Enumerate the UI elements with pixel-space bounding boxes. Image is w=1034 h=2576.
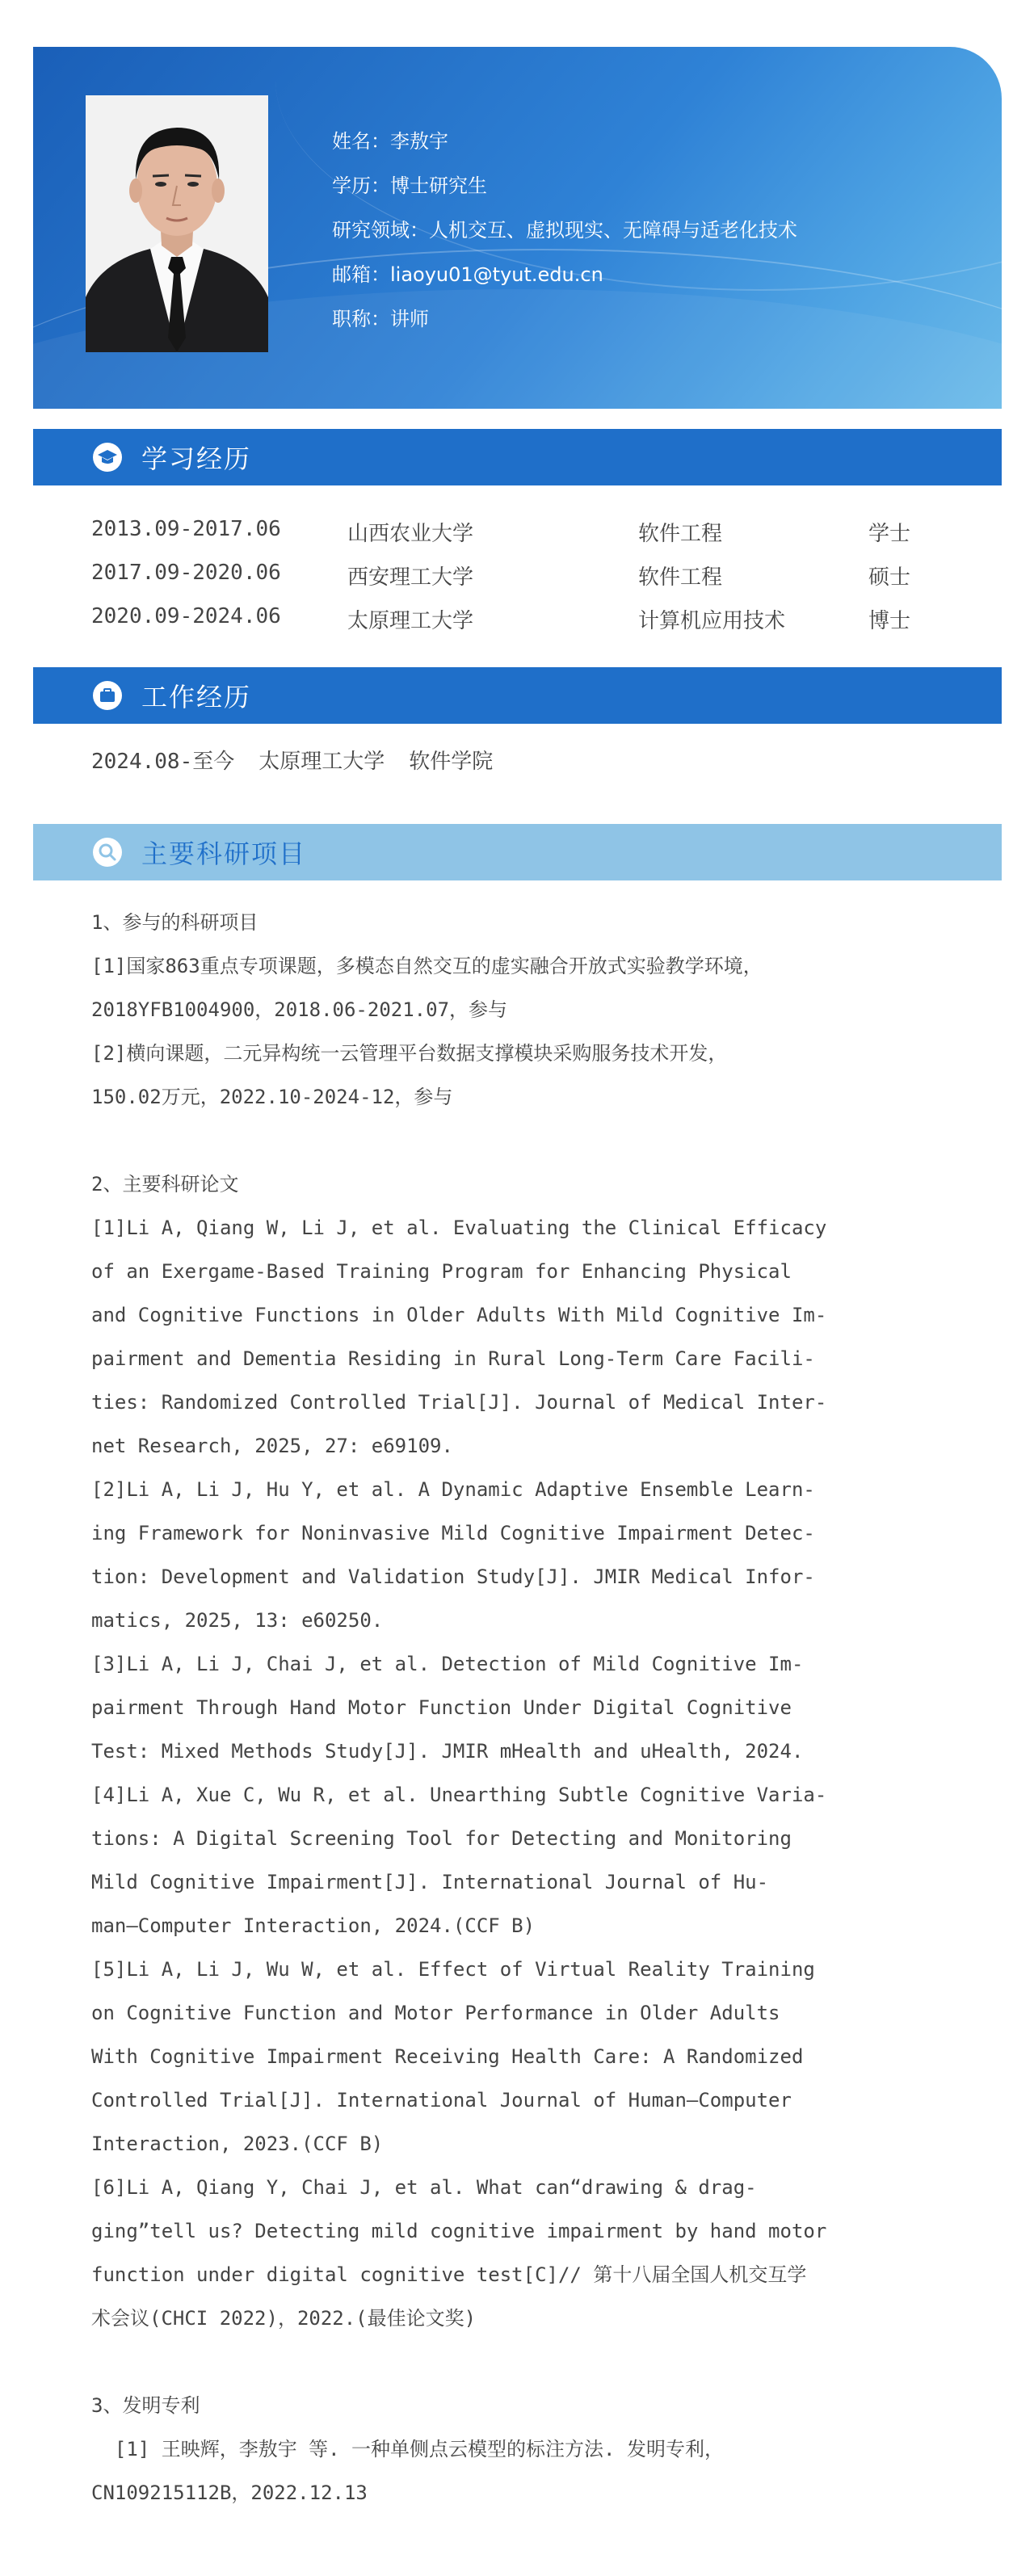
- paper-line: Mild Cognitive Impairment[J]. International Journal of Hu-: [91, 1871, 769, 1893]
- education-period: 2020.09-2024.06: [91, 604, 281, 628]
- paper-line: tion: Development and Validation Study[J]. JMIR Medical Infor-: [91, 1565, 815, 1588]
- education-school: 西安理工大学: [347, 565, 474, 590]
- paper-line: net Research, 2025, 27: e69109.: [91, 1435, 453, 1457]
- profile-email: 邮箱：liaoyu01@tyut.edu.cn: [332, 263, 603, 286]
- paper-line: [3]Li A, Li J, Chai J, et al. Detection of Mild Cognitive Im-: [91, 1653, 804, 1675]
- project-line: 2018YFB1004900，2018.06-2021.07，参与: [91, 998, 508, 1021]
- paper-line: ties: Randomized Controlled Trial[J]. Journal of Medical Inter-: [91, 1391, 827, 1414]
- work-section-header: [33, 667, 1002, 724]
- spacer: [91, 2340, 956, 2384]
- work-entry: [91, 745, 517, 775]
- education-degree: 博士: [868, 609, 911, 633]
- work-organization: 太原理工大学: [258, 750, 385, 774]
- work-period: 2024.08-至今: [91, 750, 235, 774]
- education-major: 软件工程: [638, 565, 723, 590]
- paper-line: [4]Li A, Xue C, Wu R, et al. Unearthing Subtle Cognitive Varia-: [91, 1784, 827, 1806]
- patents-heading: 3、发明专利: [91, 2394, 200, 2417]
- education-school: 山西农业大学: [347, 522, 474, 546]
- spacer: [91, 1119, 956, 1162]
- education-row: [91, 561, 980, 604]
- profile-degree: 学历：博士研究生: [332, 174, 487, 197]
- profile-header: [33, 47, 1002, 409]
- education-section-header: [33, 429, 1002, 485]
- paper-line: [1]Li A, Qiang W, Li J, et al. Evaluating the Clinical Efficacy: [91, 1217, 827, 1239]
- briefcase-icon: [93, 681, 122, 710]
- search-icon: [93, 838, 122, 867]
- project-line: [1]国家863重点专项课题，多模态自然交互的虚实融合开放式实验教学环境，: [91, 955, 763, 977]
- work-department: 软件学院: [409, 750, 494, 774]
- profile-info: [332, 120, 797, 342]
- paper-line: 术会议(CHCI 2022)，2022.(最佳论文奖): [91, 2307, 477, 2330]
- paper-line: man–Computer Interaction, 2024.(CCF B): [91, 1914, 536, 1937]
- paper-line: Controlled Trial[J]. International Journal of Human–Computer: [91, 2089, 792, 2112]
- education-section-title: 学习经历: [141, 443, 252, 474]
- patent-line: CN109215112B，2022.12.13: [91, 2481, 368, 2504]
- education-degree: 学士: [868, 522, 911, 546]
- paper-line: matics, 2025, 13: e60250.: [91, 1609, 384, 1632]
- graduation-cap-icon: [93, 443, 122, 472]
- research-section-title: 主要科研项目: [141, 838, 307, 869]
- education-major: 计算机应用技术: [638, 609, 786, 633]
- education-major: 软件工程: [638, 522, 723, 546]
- paper-line: Interaction, 2023.(CCF B): [91, 2133, 384, 2155]
- paper-line: tions: A Digital Screening Tool for Detecting and Monitoring: [91, 1827, 792, 1850]
- project-line: 150.02万元，2022.10-2024-12，参与: [91, 1086, 453, 1108]
- education-school: 太原理工大学: [347, 609, 474, 633]
- profile-title: 职称：讲师: [332, 308, 429, 330]
- paper-line: pairment and Dementia Residing in Rural Long-Term Care Facili-: [91, 1347, 815, 1370]
- paper-line: of an Exergame-Based Training Program for Enhancing Physical: [91, 1260, 792, 1283]
- paper-line: [5]Li A, Li J, Wu W, et al. Effect of Virtual Reality Training: [91, 1958, 815, 1981]
- profile-research-field: 研究领域：人机交互、虚拟现实、无障碍与适老化技术: [332, 219, 797, 242]
- research-content: [91, 901, 956, 2515]
- projects-heading: 1、参与的科研项目: [91, 911, 258, 934]
- research-section-header: [33, 824, 1002, 880]
- paper-line: pairment Through Hand Motor Function Under Digital Cognitive: [91, 1696, 792, 1719]
- paper-line: and Cognitive Functions in Older Adults With Mild Cognitive Im-: [91, 1304, 827, 1326]
- paper-line: [2]Li A, Li J, Hu Y, et al. A Dynamic Adaptive Ensemble Learn-: [91, 1478, 815, 1501]
- paper-line: [6]Li A, Qiang Y, Chai J, et al. What can“drawing & drag-: [91, 2176, 757, 2199]
- paper-line: ing Framework for Noninvasive Mild Cognitive Impairment Detec-: [91, 1522, 815, 1544]
- work-section-title: 工作经历: [141, 682, 252, 712]
- education-degree: 硕士: [868, 565, 911, 590]
- education-row: [91, 604, 980, 648]
- profile-photo: [86, 95, 268, 352]
- paper-line: With Cognitive Impairment Receiving Health Care: A Randomized: [91, 2045, 804, 2068]
- profile-name: 姓名：李敖宇: [332, 130, 448, 153]
- paper-line: function under digital cognitive test[C]// 第十八届全国人机交互学: [91, 2263, 807, 2286]
- education-period: 2013.09-2017.06: [91, 517, 281, 541]
- paper-line: Test: Mixed Methods Study[J]. JMIR mHealth and uHealth, 2024.: [91, 1740, 804, 1763]
- project-line: [2]横向课题，二元异构统一云管理平台数据支撑模块采购服务技术开发，: [91, 1042, 728, 1065]
- paper-line: on Cognitive Function and Motor Performance in Older Adults: [91, 2002, 780, 2024]
- patent-line: [1] 王映辉，李敖宇 等. 一种单侧点云模型的标注方法. 发明专利，: [91, 2438, 724, 2460]
- education-period: 2017.09-2020.06: [91, 561, 281, 585]
- papers-heading: 2、主要科研论文: [91, 1173, 239, 1196]
- paper-line: ging”tell us? Detecting mild cognitive impairment by hand motor: [91, 2220, 827, 2242]
- education-row: [91, 517, 980, 561]
